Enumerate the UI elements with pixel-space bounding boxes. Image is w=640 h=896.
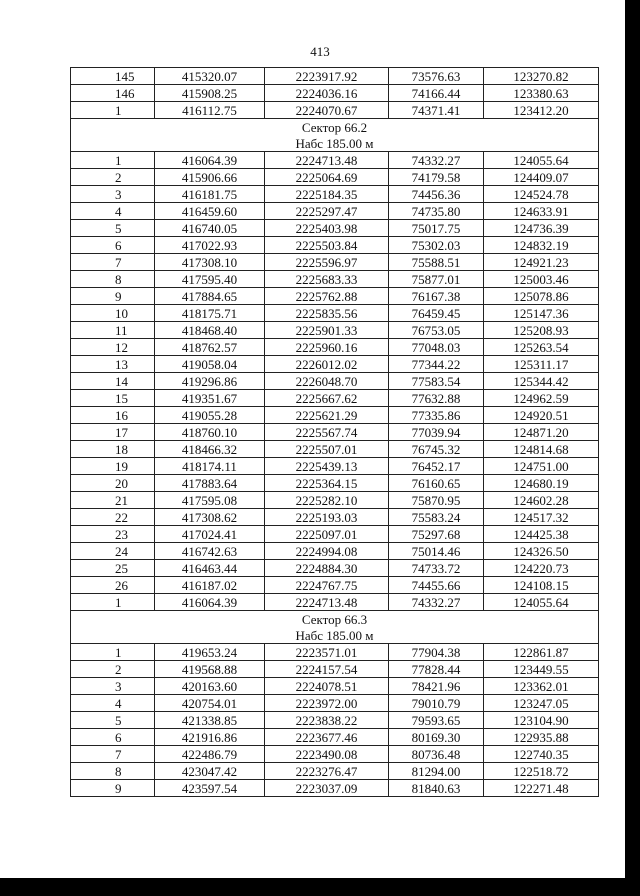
y-coord-cell: 2225064.69	[265, 169, 389, 186]
y-coord-cell: 2226048.70	[265, 373, 389, 390]
x-coord-cell: 421916.86	[155, 729, 265, 746]
x-coord-cell: 418466.32	[155, 441, 265, 458]
x-coord-cell: 418468.40	[155, 322, 265, 339]
y-coord-cell: 2224070.67	[265, 102, 389, 119]
point-number-cell: 145	[71, 68, 155, 85]
y-local-cell: 122518.72	[484, 763, 599, 780]
table-row	[71, 678, 599, 695]
point-number-cell: 20	[71, 475, 155, 492]
y-local-cell: 125311.17	[484, 356, 599, 373]
point-number-cell: 2	[71, 661, 155, 678]
point-number-cell: 24	[71, 543, 155, 560]
y-local-cell: 124680.19	[484, 475, 599, 492]
point-number-cell: 6	[71, 237, 155, 254]
y-coord-cell: 2225507.01	[265, 441, 389, 458]
y-local-cell: 124108.15	[484, 577, 599, 594]
point-number-cell: 13	[71, 356, 155, 373]
table-row	[71, 661, 599, 678]
point-number-cell: 25	[71, 560, 155, 577]
point-number-cell: 19	[71, 458, 155, 475]
x-coord-cell: 418175.71	[155, 305, 265, 322]
y-coord-cell: 2225439.13	[265, 458, 389, 475]
y-local-cell: 125344.42	[484, 373, 599, 390]
table-row	[71, 458, 599, 475]
table-row	[71, 407, 599, 424]
y-local-cell: 122935.88	[484, 729, 599, 746]
y-coord-cell: 2223972.00	[265, 695, 389, 712]
y-local-cell: 124832.19	[484, 237, 599, 254]
table-row	[71, 203, 599, 220]
y-local-cell: 125208.93	[484, 322, 599, 339]
y-coord-cell: 2225683.33	[265, 271, 389, 288]
x-local-cell: 75302.03	[389, 237, 484, 254]
x-coord-cell: 416740.05	[155, 220, 265, 237]
point-number-cell: 7	[71, 254, 155, 271]
x-local-cell: 78421.96	[389, 678, 484, 695]
x-coord-cell: 420163.60	[155, 678, 265, 695]
x-local-cell: 79010.79	[389, 695, 484, 712]
point-number-cell: 4	[71, 203, 155, 220]
x-coord-cell: 419653.24	[155, 644, 265, 661]
x-coord-cell: 420754.01	[155, 695, 265, 712]
x-coord-cell: 415906.66	[155, 169, 265, 186]
table-row	[71, 424, 599, 441]
x-coord-cell: 419296.86	[155, 373, 265, 390]
x-local-cell: 74371.41	[389, 102, 484, 119]
table-row	[71, 220, 599, 237]
page-number: 413	[310, 44, 330, 59]
x-local-cell: 80169.30	[389, 729, 484, 746]
y-local-cell: 125147.36	[484, 305, 599, 322]
y-coord-cell: 2223571.01	[265, 644, 389, 661]
table-row	[71, 68, 599, 85]
x-local-cell: 76745.32	[389, 441, 484, 458]
point-number-cell: 6	[71, 729, 155, 746]
y-local-cell: 123449.55	[484, 661, 599, 678]
y-coord-cell: 2224884.30	[265, 560, 389, 577]
y-local-cell: 124962.59	[484, 390, 599, 407]
y-local-cell: 124517.32	[484, 509, 599, 526]
x-coord-cell: 416064.39	[155, 152, 265, 169]
x-local-cell: 76753.05	[389, 322, 484, 339]
table-row	[71, 509, 599, 526]
x-coord-cell: 417022.93	[155, 237, 265, 254]
table-row	[71, 780, 599, 797]
y-coord-cell: 2225364.15	[265, 475, 389, 492]
x-local-cell: 75588.51	[389, 254, 484, 271]
y-local-cell: 124633.91	[484, 203, 599, 220]
table-row	[71, 594, 599, 611]
x-coord-cell: 416064.39	[155, 594, 265, 611]
x-coord-cell: 418174.11	[155, 458, 265, 475]
y-local-cell: 124921.23	[484, 254, 599, 271]
x-local-cell: 74733.72	[389, 560, 484, 577]
y-local-cell: 125263.54	[484, 339, 599, 356]
section-subtitle-row	[71, 627, 599, 644]
table-row	[71, 492, 599, 509]
point-number-cell: 26	[71, 577, 155, 594]
table-row	[71, 237, 599, 254]
point-number-cell: 21	[71, 492, 155, 509]
point-number-cell: 3	[71, 186, 155, 203]
table-row	[71, 577, 599, 594]
y-coord-cell: 2225960.16	[265, 339, 389, 356]
point-number-cell: 4	[71, 695, 155, 712]
x-coord-cell: 416181.75	[155, 186, 265, 203]
y-local-cell: 124871.20	[484, 424, 599, 441]
y-coord-cell: 2225193.03	[265, 509, 389, 526]
x-coord-cell: 418760.10	[155, 424, 265, 441]
x-local-cell: 75017.75	[389, 220, 484, 237]
x-local-cell: 74455.66	[389, 577, 484, 594]
x-coord-cell: 416112.75	[155, 102, 265, 119]
point-number-cell: 1	[71, 152, 155, 169]
x-coord-cell: 417308.62	[155, 509, 265, 526]
table-row	[71, 152, 599, 169]
point-number-cell: 9	[71, 780, 155, 797]
x-local-cell: 77828.44	[389, 661, 484, 678]
table-row	[71, 288, 599, 305]
x-coord-cell: 423047.42	[155, 763, 265, 780]
x-local-cell: 77048.03	[389, 339, 484, 356]
y-local-cell: 122861.87	[484, 644, 599, 661]
table-row	[71, 85, 599, 102]
point-number-cell: 17	[71, 424, 155, 441]
y-coord-cell: 2224713.48	[265, 594, 389, 611]
x-coord-cell: 415320.07	[155, 68, 265, 85]
section-subtitle-row	[71, 135, 599, 152]
y-local-cell: 124326.50	[484, 543, 599, 560]
table-row	[71, 390, 599, 407]
y-coord-cell: 2225503.84	[265, 237, 389, 254]
table-row	[71, 441, 599, 458]
section-elevation: Набс 185.00 м	[71, 135, 599, 152]
table-row	[71, 644, 599, 661]
x-coord-cell: 416463.44	[155, 560, 265, 577]
y-local-cell: 124751.00	[484, 458, 599, 475]
coordinates-table-body	[71, 68, 599, 797]
y-coord-cell: 2223838.22	[265, 712, 389, 729]
x-local-cell: 74456.36	[389, 186, 484, 203]
y-coord-cell: 2225667.62	[265, 390, 389, 407]
point-number-cell: 5	[71, 220, 155, 237]
y-local-cell: 124736.39	[484, 220, 599, 237]
section-elevation: Набс 185.00 м	[71, 627, 599, 644]
x-local-cell: 77632.88	[389, 390, 484, 407]
y-local-cell: 124920.51	[484, 407, 599, 424]
x-local-cell: 76452.17	[389, 458, 484, 475]
y-coord-cell: 2224767.75	[265, 577, 389, 594]
table-row	[71, 322, 599, 339]
x-local-cell: 77583.54	[389, 373, 484, 390]
point-number-cell: 15	[71, 390, 155, 407]
y-local-cell: 123247.05	[484, 695, 599, 712]
point-number-cell: 5	[71, 712, 155, 729]
x-local-cell: 76167.38	[389, 288, 484, 305]
x-coord-cell: 421338.85	[155, 712, 265, 729]
y-local-cell: 123412.20	[484, 102, 599, 119]
table-row	[71, 169, 599, 186]
y-local-cell: 123362.01	[484, 678, 599, 695]
table-row	[71, 712, 599, 729]
x-local-cell: 77904.38	[389, 644, 484, 661]
table-row	[71, 560, 599, 577]
point-number-cell: 9	[71, 288, 155, 305]
y-local-cell: 124409.07	[484, 169, 599, 186]
y-local-cell: 125003.46	[484, 271, 599, 288]
y-local-cell: 124425.38	[484, 526, 599, 543]
point-number-cell: 10	[71, 305, 155, 322]
y-local-cell: 124814.68	[484, 441, 599, 458]
point-number-cell: 23	[71, 526, 155, 543]
x-local-cell: 74166.44	[389, 85, 484, 102]
table-row	[71, 373, 599, 390]
x-coord-cell: 415908.25	[155, 85, 265, 102]
y-coord-cell: 2225596.97	[265, 254, 389, 271]
x-local-cell: 74735.80	[389, 203, 484, 220]
y-coord-cell: 2224994.08	[265, 543, 389, 560]
y-local-cell: 124055.64	[484, 594, 599, 611]
x-coord-cell: 417595.08	[155, 492, 265, 509]
x-coord-cell: 417883.64	[155, 475, 265, 492]
x-coord-cell: 417884.65	[155, 288, 265, 305]
y-local-cell: 122271.48	[484, 780, 599, 797]
y-coord-cell: 2223276.47	[265, 763, 389, 780]
x-coord-cell: 416742.63	[155, 543, 265, 560]
table-row	[71, 356, 599, 373]
table-row	[71, 271, 599, 288]
y-local-cell: 123104.90	[484, 712, 599, 729]
y-local-cell: 123270.82	[484, 68, 599, 85]
point-number-cell: 12	[71, 339, 155, 356]
y-coord-cell: 2225403.98	[265, 220, 389, 237]
scan-edge-bottom	[0, 878, 640, 896]
point-number-cell: 22	[71, 509, 155, 526]
y-local-cell: 124055.64	[484, 152, 599, 169]
y-coord-cell: 2224078.51	[265, 678, 389, 695]
x-local-cell: 75870.95	[389, 492, 484, 509]
x-local-cell: 77335.86	[389, 407, 484, 424]
x-local-cell: 75297.68	[389, 526, 484, 543]
table-row	[71, 475, 599, 492]
table-row	[71, 543, 599, 560]
y-local-cell: 124220.73	[484, 560, 599, 577]
y-coord-cell: 2225297.47	[265, 203, 389, 220]
x-local-cell: 74179.58	[389, 169, 484, 186]
y-coord-cell: 2224036.16	[265, 85, 389, 102]
point-number-cell: 16	[71, 407, 155, 424]
section-title-row	[71, 119, 599, 136]
table-row	[71, 102, 599, 119]
x-coord-cell: 422486.79	[155, 746, 265, 763]
point-number-cell: 2	[71, 169, 155, 186]
x-coord-cell: 419351.67	[155, 390, 265, 407]
x-coord-cell: 423597.54	[155, 780, 265, 797]
table-row	[71, 339, 599, 356]
y-local-cell: 124524.78	[484, 186, 599, 203]
y-coord-cell: 2225097.01	[265, 526, 389, 543]
y-coord-cell: 2225901.33	[265, 322, 389, 339]
x-coord-cell: 417308.10	[155, 254, 265, 271]
point-number-cell: 8	[71, 271, 155, 288]
x-local-cell: 75877.01	[389, 271, 484, 288]
point-number-cell: 7	[71, 746, 155, 763]
x-coord-cell: 416459.60	[155, 203, 265, 220]
x-local-cell: 75583.24	[389, 509, 484, 526]
table-row	[71, 729, 599, 746]
x-local-cell: 77039.94	[389, 424, 484, 441]
point-number-cell: 14	[71, 373, 155, 390]
x-local-cell: 81840.63	[389, 780, 484, 797]
section-title-row	[71, 611, 599, 628]
x-coord-cell: 417024.41	[155, 526, 265, 543]
point-number-cell: 3	[71, 678, 155, 695]
point-number-cell: 1	[71, 644, 155, 661]
point-number-cell: 8	[71, 763, 155, 780]
point-number-cell: 18	[71, 441, 155, 458]
x-local-cell: 74332.27	[389, 152, 484, 169]
scan-edge-right	[625, 0, 640, 896]
y-local-cell: 123380.63	[484, 85, 599, 102]
y-coord-cell: 2225621.29	[265, 407, 389, 424]
point-number-cell: 11	[71, 322, 155, 339]
x-local-cell: 75014.46	[389, 543, 484, 560]
x-coord-cell: 419058.04	[155, 356, 265, 373]
x-coord-cell: 416187.02	[155, 577, 265, 594]
section-title: Сектор 66.2	[71, 119, 599, 136]
table-row	[71, 695, 599, 712]
table-row	[71, 305, 599, 322]
y-coord-cell: 2223677.46	[265, 729, 389, 746]
x-local-cell: 79593.65	[389, 712, 484, 729]
y-coord-cell: 2226012.02	[265, 356, 389, 373]
point-number-cell: 146	[71, 85, 155, 102]
point-number-cell: 1	[71, 102, 155, 119]
x-local-cell: 80736.48	[389, 746, 484, 763]
y-coord-cell: 2225835.56	[265, 305, 389, 322]
y-coord-cell: 2225184.35	[265, 186, 389, 203]
y-coord-cell: 2225567.74	[265, 424, 389, 441]
y-local-cell: 124602.28	[484, 492, 599, 509]
x-coord-cell: 419055.28	[155, 407, 265, 424]
table-row	[71, 526, 599, 543]
x-coord-cell: 418762.57	[155, 339, 265, 356]
table-row	[71, 746, 599, 763]
x-local-cell: 77344.22	[389, 356, 484, 373]
x-local-cell: 73576.63	[389, 68, 484, 85]
y-coord-cell: 2223490.08	[265, 746, 389, 763]
x-coord-cell: 419568.88	[155, 661, 265, 678]
x-local-cell: 76459.45	[389, 305, 484, 322]
y-coord-cell: 2223917.92	[265, 68, 389, 85]
x-coord-cell: 417595.40	[155, 271, 265, 288]
y-coord-cell: 2224157.54	[265, 661, 389, 678]
x-local-cell: 81294.00	[389, 763, 484, 780]
x-local-cell: 74332.27	[389, 594, 484, 611]
y-coord-cell: 2224713.48	[265, 152, 389, 169]
table-row	[71, 186, 599, 203]
x-local-cell: 76160.65	[389, 475, 484, 492]
table-row	[71, 763, 599, 780]
point-number-cell: 1	[71, 594, 155, 611]
table-row	[71, 254, 599, 271]
y-local-cell: 122740.35	[484, 746, 599, 763]
coordinates-table	[70, 67, 599, 797]
y-coord-cell: 2223037.09	[265, 780, 389, 797]
y-coord-cell: 2225282.10	[265, 492, 389, 509]
section-title: Сектор 66.3	[71, 611, 599, 628]
y-local-cell: 125078.86	[484, 288, 599, 305]
y-coord-cell: 2225762.88	[265, 288, 389, 305]
